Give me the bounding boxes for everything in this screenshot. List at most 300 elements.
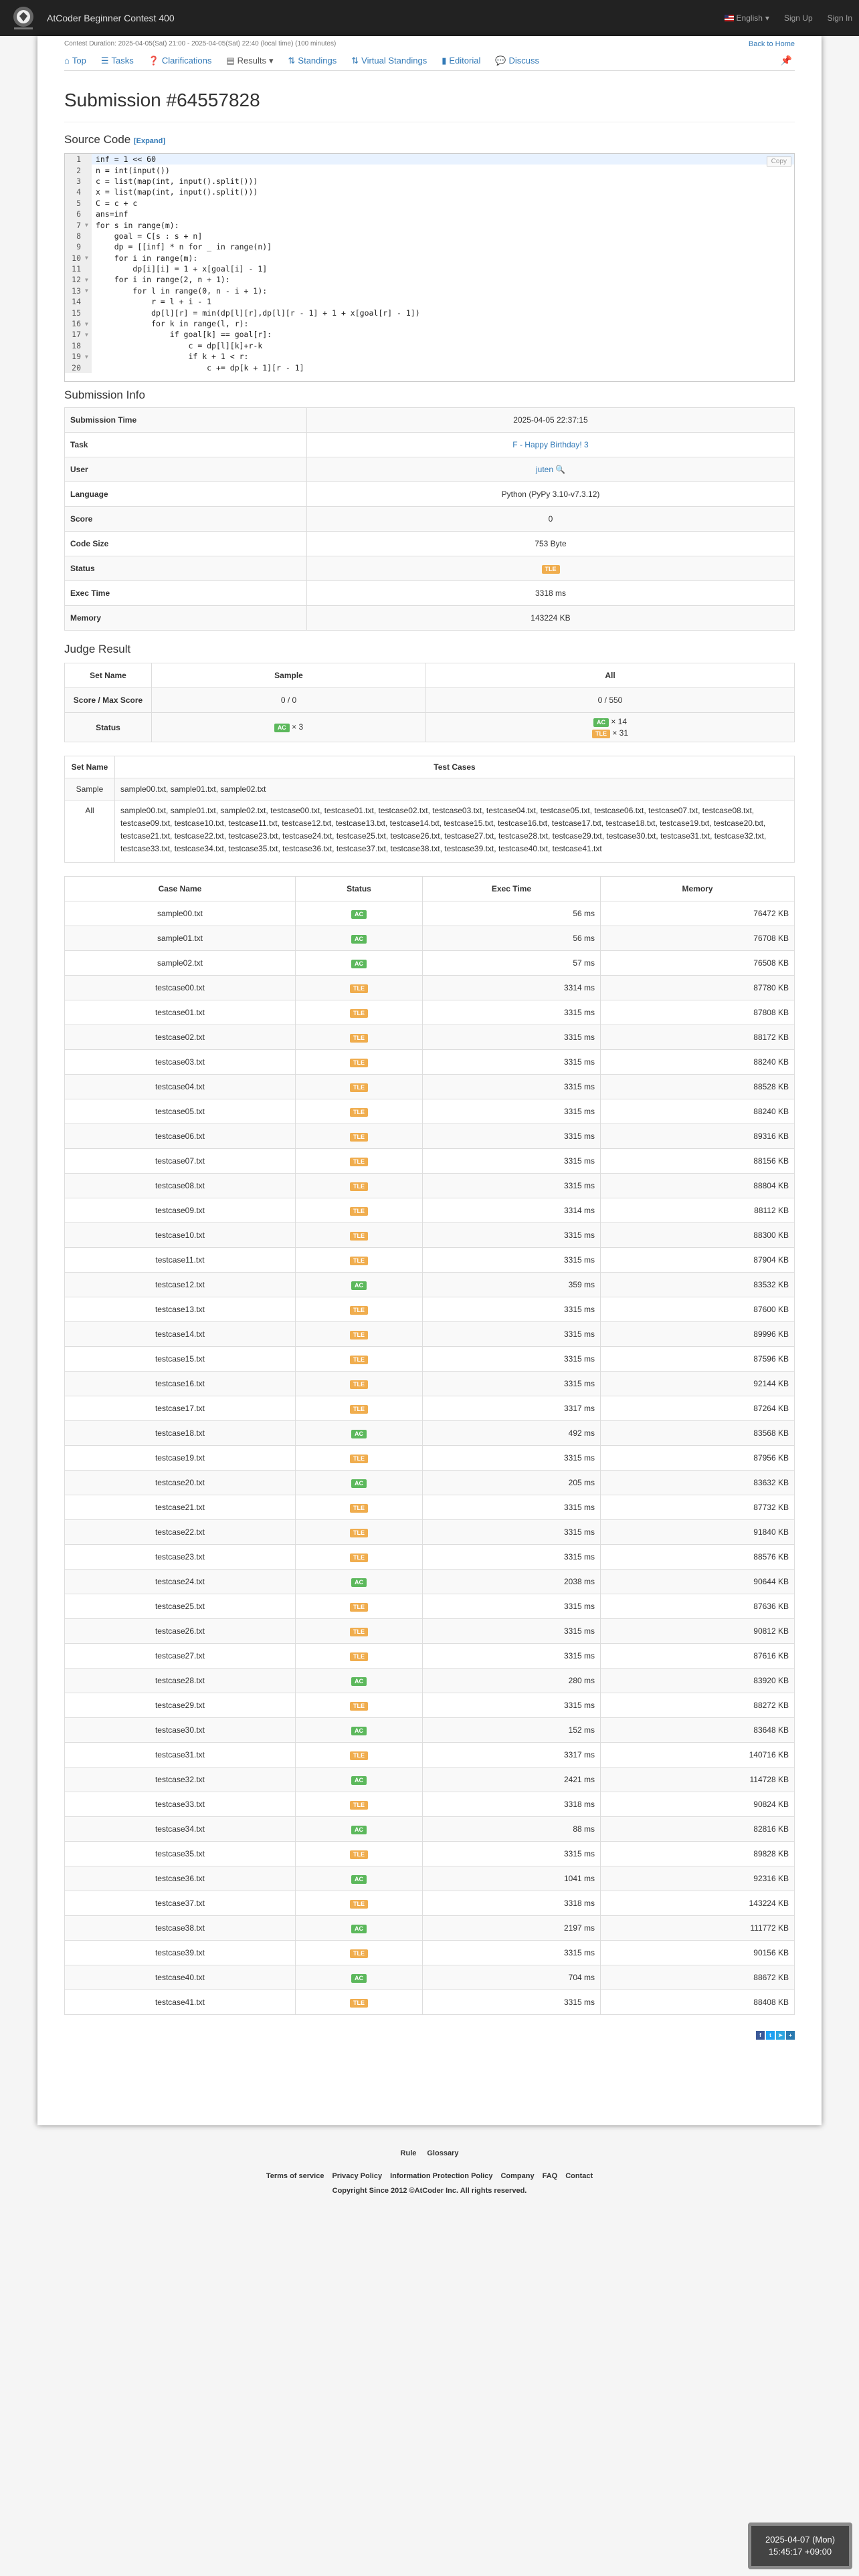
line-number: 1 bbox=[65, 154, 85, 165]
case-status bbox=[296, 1396, 423, 1421]
case-row bbox=[65, 1396, 795, 1421]
case-exec-time: 3318 ms bbox=[423, 1891, 601, 1916]
twitter-share-icon[interactable]: t bbox=[766, 2031, 775, 2040]
tle-badge: TLE bbox=[350, 1702, 368, 1711]
atcoder-logo[interactable] bbox=[0, 0, 47, 36]
case-name: testcase23.txt bbox=[65, 1545, 296, 1570]
ac-badge: AC bbox=[351, 1974, 367, 1983]
case-exec-time: 1041 ms bbox=[423, 1866, 601, 1891]
case-name: testcase12.txt bbox=[65, 1273, 296, 1297]
case-exec-time: 3315 ms bbox=[423, 1644, 601, 1669]
case-row bbox=[65, 1644, 795, 1669]
case-memory: 88408 KB bbox=[601, 1990, 795, 2015]
home-icon: ⌂ bbox=[64, 56, 70, 66]
judge-result-heading: Judge Result bbox=[64, 643, 131, 655]
case-memory: 87732 KB bbox=[601, 1495, 795, 1520]
line-number: 15 bbox=[65, 307, 85, 318]
case-memory: 88156 KB bbox=[601, 1149, 795, 1174]
tle-badge: TLE bbox=[350, 1083, 368, 1092]
code-text: if k + 1 < r: bbox=[96, 352, 249, 362]
case-exec-time: 2038 ms bbox=[423, 1570, 601, 1594]
privacy-link[interactable]: Privacy Policy bbox=[332, 2172, 383, 2180]
case-exec-time: 3314 ms bbox=[423, 976, 601, 1000]
case-status bbox=[296, 1718, 423, 1743]
share-plus-icon[interactable]: + bbox=[786, 2031, 795, 2040]
code-line bbox=[65, 329, 794, 340]
case-exec-time: 3315 ms bbox=[423, 1594, 601, 1619]
case-memory: 92144 KB bbox=[601, 1372, 795, 1396]
case-status bbox=[296, 1347, 423, 1372]
case-name: testcase10.txt bbox=[65, 1223, 296, 1248]
case-name: sample01.txt bbox=[65, 926, 296, 951]
tle-badge: TLE bbox=[350, 1356, 368, 1364]
case-row bbox=[65, 1965, 795, 1990]
gutter-spacer bbox=[85, 241, 92, 252]
contest-title-link[interactable]: AtCoder Beginner Contest 400 bbox=[47, 13, 175, 23]
glossary-link[interactable]: Glossary bbox=[427, 2149, 459, 2157]
caret-down-icon: ▾ bbox=[765, 13, 769, 23]
line-number: 5 bbox=[65, 198, 85, 209]
contest-duration: Contest Duration: 2025-04-05(Sat) 21:00 - 2025-04-05(Sat) 22:40 (local time) (100 minutes) bbox=[64, 40, 337, 47]
case-exec-time: 3315 ms bbox=[423, 1124, 601, 1149]
case-exec-time: 3315 ms bbox=[423, 1941, 601, 1965]
ac-badge: AC bbox=[351, 1430, 367, 1438]
case-memory: 83648 KB bbox=[601, 1718, 795, 1743]
case-exec-time: 205 ms bbox=[423, 1471, 601, 1495]
ac-badge: AC bbox=[593, 718, 609, 727]
case-status bbox=[296, 1075, 423, 1099]
case-exec-time: 3315 ms bbox=[423, 1842, 601, 1866]
case-status bbox=[296, 1174, 423, 1198]
case-exec-time: 3315 ms bbox=[423, 1545, 601, 1570]
info-status bbox=[307, 556, 795, 581]
case-exec-time: 3315 ms bbox=[423, 1322, 601, 1347]
case-memory: 90824 KB bbox=[601, 1792, 795, 1817]
all-score: 0 / 550 bbox=[426, 688, 795, 713]
case-memory: 140716 KB bbox=[601, 1743, 795, 1767]
ac-badge: AC bbox=[351, 1925, 367, 1933]
facebook-share-icon[interactable]: f bbox=[756, 2031, 765, 2040]
case-status bbox=[296, 1990, 423, 2015]
case-exec-time: 492 ms bbox=[423, 1421, 601, 1446]
code-text: ans=inf bbox=[96, 209, 128, 219]
case-memory: 89828 KB bbox=[601, 1842, 795, 1866]
expand-link[interactable]: [Expand] bbox=[133, 137, 166, 145]
case-name: testcase41.txt bbox=[65, 1990, 296, 2015]
info-key: Status bbox=[65, 556, 307, 581]
status-label: Status bbox=[65, 713, 152, 742]
case-name: testcase07.txt bbox=[65, 1149, 296, 1174]
tle-badge: TLE bbox=[350, 1553, 368, 1562]
case-status bbox=[296, 1965, 423, 1990]
case-name: testcase27.txt bbox=[65, 1644, 296, 1669]
case-row bbox=[65, 1891, 795, 1916]
case-name: testcase03.txt bbox=[65, 1050, 296, 1075]
case-row bbox=[65, 1099, 795, 1124]
tle-badge: TLE bbox=[350, 1529, 368, 1537]
case-memory: 87904 KB bbox=[601, 1248, 795, 1273]
case-status bbox=[296, 926, 423, 951]
info-row bbox=[65, 507, 795, 532]
tab-clarifications[interactable]: ❓ Clarifications bbox=[148, 55, 212, 66]
tle-badge: TLE bbox=[350, 984, 368, 993]
case-row bbox=[65, 1446, 795, 1471]
code-line bbox=[65, 362, 794, 372]
case-memory: 143224 KB bbox=[601, 1891, 795, 1916]
tab-editorial[interactable]: ▮ Editorial bbox=[442, 55, 481, 66]
case-name: testcase28.txt bbox=[65, 1669, 296, 1693]
gutter-spacer bbox=[85, 165, 92, 175]
case-row bbox=[65, 1347, 795, 1372]
back-to-home-link[interactable]: Back to Home bbox=[748, 40, 795, 48]
case-row bbox=[65, 1866, 795, 1891]
code-text: for l in range(0, n - i + 1): bbox=[96, 286, 268, 296]
case-memory: 88112 KB bbox=[601, 1198, 795, 1223]
gutter-spacer bbox=[85, 231, 92, 241]
code-line bbox=[65, 187, 794, 197]
case-row bbox=[65, 1545, 795, 1570]
copy-button[interactable]: Copy bbox=[767, 156, 791, 167]
case-memory: 88272 KB bbox=[601, 1693, 795, 1718]
status-header: Status bbox=[296, 877, 423, 901]
tle-badge: TLE bbox=[350, 1405, 368, 1414]
tle-badge: TLE bbox=[350, 1801, 368, 1810]
case-status bbox=[296, 1248, 423, 1273]
fold-arrow-icon[interactable]: ▼ bbox=[85, 286, 92, 296]
case-status bbox=[296, 1099, 423, 1124]
info-row bbox=[65, 482, 795, 507]
case-memory: 83632 KB bbox=[601, 1471, 795, 1495]
case-row bbox=[65, 1025, 795, 1050]
code-line bbox=[65, 296, 794, 307]
case-status bbox=[296, 1471, 423, 1495]
case-name: testcase39.txt bbox=[65, 1941, 296, 1965]
tle-badge: TLE bbox=[350, 1455, 368, 1463]
case-name: testcase09.txt bbox=[65, 1198, 296, 1223]
tle-badge: TLE bbox=[350, 1900, 368, 1909]
code-line bbox=[65, 307, 794, 318]
rule-link[interactable]: Rule bbox=[400, 2149, 417, 2157]
ac-badge: AC bbox=[351, 910, 367, 919]
tle-badge: TLE bbox=[350, 1331, 368, 1339]
info-value: 3318 ms bbox=[307, 581, 795, 606]
case-name: testcase25.txt bbox=[65, 1594, 296, 1619]
book-icon: ▮ bbox=[442, 55, 447, 66]
case-status bbox=[296, 1297, 423, 1322]
english-flag-icon bbox=[725, 15, 734, 21]
pin-icon[interactable]: 📌 bbox=[780, 55, 792, 66]
case-exec-time: 3315 ms bbox=[423, 1149, 601, 1174]
test-cases-table bbox=[64, 876, 795, 2015]
fold-arrow-icon[interactable]: ▼ bbox=[85, 318, 92, 329]
case-row bbox=[65, 951, 795, 976]
tle-badge: TLE bbox=[350, 1949, 368, 1958]
tle-badge: TLE bbox=[350, 1207, 368, 1216]
line-number: 6 bbox=[65, 209, 85, 219]
case-row bbox=[65, 1520, 795, 1545]
tab-standings[interactable]: ⇅ Standings bbox=[288, 55, 337, 66]
tab-virtual-standings[interactable]: ⇅ Virtual Standings bbox=[351, 55, 427, 66]
line-number: 7 bbox=[65, 219, 85, 230]
tle-badge: TLE bbox=[350, 1182, 368, 1191]
task-link[interactable]: F - Happy Birthday! 3 bbox=[512, 440, 589, 449]
clock-date: 2025-04-07 (Mon) bbox=[765, 2535, 836, 2545]
case-row bbox=[65, 1718, 795, 1743]
gutter-spacer bbox=[85, 176, 92, 187]
ac-badge: AC bbox=[351, 1578, 367, 1587]
fold-arrow-icon[interactable]: ▼ bbox=[85, 274, 92, 285]
case-name: testcase19.txt bbox=[65, 1446, 296, 1471]
tle-badge: TLE bbox=[350, 1034, 368, 1043]
ac-badge: AC bbox=[351, 1727, 367, 1735]
info-row bbox=[65, 556, 795, 581]
case-exec-time: 704 ms bbox=[423, 1965, 601, 1990]
case-memory: 91840 KB bbox=[601, 1520, 795, 1545]
tle-badge: TLE bbox=[350, 1628, 368, 1636]
ac-badge: AC bbox=[351, 1826, 367, 1834]
code-text: c = dp[l][k]+r-k bbox=[96, 340, 263, 350]
case-name: testcase26.txt bbox=[65, 1619, 296, 1644]
info-value: 0 bbox=[307, 507, 795, 532]
case-memory: 92316 KB bbox=[601, 1866, 795, 1891]
case-name: testcase33.txt bbox=[65, 1792, 296, 1817]
all-tle-count: × 31 bbox=[612, 728, 629, 738]
tab-results[interactable]: ▤ Results ▾ bbox=[226, 55, 274, 66]
case-row bbox=[65, 1248, 795, 1273]
gutter-spacer bbox=[85, 209, 92, 219]
case-memory: 88240 KB bbox=[601, 1099, 795, 1124]
page-title: Submission #64557828 bbox=[64, 90, 260, 110]
code-text: inf = 1 << 60 bbox=[96, 154, 157, 165]
code-text: n = int(input()) bbox=[96, 165, 170, 175]
code-text: goal = C[s : s + n] bbox=[96, 231, 203, 241]
ac-badge: AC bbox=[351, 1776, 367, 1785]
telegram-share-icon[interactable]: ➤ bbox=[776, 2031, 785, 2040]
code-text: for k in range(l, r): bbox=[96, 319, 249, 329]
case-exec-time: 3315 ms bbox=[423, 1297, 601, 1322]
case-name: testcase34.txt bbox=[65, 1817, 296, 1842]
line-number: 4 bbox=[65, 187, 85, 197]
case-memory: 111772 KB bbox=[601, 1916, 795, 1941]
line-number: 18 bbox=[65, 340, 85, 351]
code-line bbox=[65, 318, 794, 329]
case-name: testcase00.txt bbox=[65, 976, 296, 1000]
case-name: sample00.txt bbox=[65, 901, 296, 926]
case-memory: 90812 KB bbox=[601, 1619, 795, 1644]
case-name: testcase13.txt bbox=[65, 1297, 296, 1322]
case-row bbox=[65, 1174, 795, 1198]
gutter-spacer bbox=[85, 154, 92, 165]
case-name: testcase01.txt bbox=[65, 1000, 296, 1025]
case-name: testcase32.txt bbox=[65, 1767, 296, 1792]
source-code-block[interactable] bbox=[64, 153, 795, 382]
faq-link[interactable]: FAQ bbox=[542, 2172, 558, 2180]
case-exec-time: 3315 ms bbox=[423, 1619, 601, 1644]
case-status bbox=[296, 1842, 423, 1866]
list-icon: ☰ bbox=[100, 55, 109, 66]
sort-icon: ⇅ bbox=[351, 55, 359, 66]
list-alt-icon: ▤ bbox=[226, 55, 235, 66]
code-line bbox=[65, 286, 794, 296]
test-cases-header: Test Cases bbox=[115, 756, 795, 778]
case-row bbox=[65, 1693, 795, 1718]
case-status bbox=[296, 1198, 423, 1223]
tle-badge: TLE bbox=[350, 1232, 368, 1241]
case-name: testcase21.txt bbox=[65, 1495, 296, 1520]
case-row bbox=[65, 901, 795, 926]
case-status bbox=[296, 1025, 423, 1050]
copyright: Copyright Since 2012 ©AtCoder Inc. All rights reserved. bbox=[332, 2187, 527, 2195]
case-name: testcase17.txt bbox=[65, 1396, 296, 1421]
case-name: testcase35.txt bbox=[65, 1842, 296, 1866]
case-name: testcase29.txt bbox=[65, 1693, 296, 1718]
case-row bbox=[65, 1941, 795, 1965]
info-key: Code Size bbox=[65, 532, 307, 556]
line-number: 12 bbox=[65, 274, 85, 285]
case-row bbox=[65, 1223, 795, 1248]
code-line bbox=[65, 241, 794, 252]
case-exec-time: 3315 ms bbox=[423, 1347, 601, 1372]
case-memory: 82816 KB bbox=[601, 1817, 795, 1842]
all-status bbox=[426, 713, 795, 742]
case-memory: 89316 KB bbox=[601, 1124, 795, 1149]
code-text: for i in range(m): bbox=[96, 253, 198, 263]
case-memory: 76508 KB bbox=[601, 951, 795, 976]
search-icon[interactable]: 🔍 bbox=[555, 465, 565, 474]
sample-header: Sample bbox=[152, 663, 426, 688]
gutter-spacer bbox=[85, 296, 92, 307]
sort-icon: ⇅ bbox=[288, 55, 296, 66]
case-memory: 114728 KB bbox=[601, 1767, 795, 1792]
info-protection-link[interactable]: Information Protection Policy bbox=[390, 2172, 493, 2180]
source-code-heading: Source Code [Expand] bbox=[64, 133, 166, 146]
case-exec-time: 2197 ms bbox=[423, 1916, 601, 1941]
case-name: testcase15.txt bbox=[65, 1347, 296, 1372]
case-row bbox=[65, 1570, 795, 1594]
case-exec-time: 3315 ms bbox=[423, 1050, 601, 1075]
sign-up-link[interactable]: Sign Up bbox=[783, 13, 813, 23]
case-exec-time: 56 ms bbox=[423, 926, 601, 951]
info-key: Submission Time bbox=[65, 408, 307, 433]
case-exec-time: 3314 ms bbox=[423, 1198, 601, 1223]
case-memory: 88576 KB bbox=[601, 1545, 795, 1570]
case-row bbox=[65, 1297, 795, 1322]
info-key: User bbox=[65, 457, 307, 482]
case-status bbox=[296, 1619, 423, 1644]
case-exec-time: 3315 ms bbox=[423, 1372, 601, 1396]
ac-badge: AC bbox=[351, 1677, 367, 1686]
case-status bbox=[296, 901, 423, 926]
case-name: testcase20.txt bbox=[65, 1471, 296, 1495]
code-text: C = c + c bbox=[96, 198, 138, 208]
code-text: x = list(map(int, input().split())) bbox=[96, 187, 258, 197]
case-memory: 83532 KB bbox=[601, 1273, 795, 1297]
case-row bbox=[65, 926, 795, 951]
line-number: 3 bbox=[65, 176, 85, 187]
fold-arrow-icon[interactable]: ▼ bbox=[85, 253, 92, 263]
case-status bbox=[296, 1372, 423, 1396]
case-name: testcase16.txt bbox=[65, 1372, 296, 1396]
case-row bbox=[65, 1198, 795, 1223]
code-text: for i in range(2, n + 1): bbox=[96, 275, 230, 285]
code-line bbox=[65, 176, 794, 187]
code-text: dp[i][i] = 1 + x[goal[i] - 1] bbox=[96, 264, 268, 274]
code-line bbox=[65, 231, 794, 241]
case-name: testcase40.txt bbox=[65, 1965, 296, 1990]
tle-badge: TLE bbox=[350, 1751, 368, 1760]
contact-link[interactable]: Contact bbox=[565, 2172, 593, 2180]
tle-badge: TLE bbox=[350, 1603, 368, 1612]
case-exec-time: 280 ms bbox=[423, 1669, 601, 1693]
all-set-cases: sample00.txt, sample01.txt, sample02.txt, testcase00.txt, testcase01.txt, testcase02.txt, testcase03.txt, testcase04.txt, testcase05.txt, testcase06.txt, testcase07.txt, testcase08.txt, testcase09.txt, testcase10.txt, testcase11.txt, testcase12.txt, testcase13.txt, testcase14.txt, testcase15.txt, testcase16.txt, testcase17.txt, testcase18.txt, testcase19.txt, testcase20.txt, testcase21.txt, testcase22.txt, testcase23.txt, testcase24.txt, testcase25.txt, testcase26.txt, testcase27.txt, testcase28.txt, testcase29.txt, testcase30.txt, testcase31.txt, testcase32.txt, testcase33.txt, testcase34.txt, testcase35.txt, testcase36.txt, testcase37.txt, testcase38.txt, testcase39.txt, testcase40.txt, testcase41.txt bbox=[115, 800, 795, 863]
tab-discuss[interactable]: 💬 Discuss bbox=[495, 55, 540, 66]
case-status bbox=[296, 1570, 423, 1594]
ac-badge: AC bbox=[351, 1479, 367, 1488]
case-memory: 90644 KB bbox=[601, 1570, 795, 1594]
tle-badge: TLE bbox=[350, 1652, 368, 1661]
case-exec-time: 3317 ms bbox=[423, 1396, 601, 1421]
terms-link[interactable]: Terms of service bbox=[266, 2172, 324, 2180]
case-status bbox=[296, 1743, 423, 1767]
case-name: testcase24.txt bbox=[65, 1570, 296, 1594]
main-container bbox=[37, 36, 822, 2125]
case-exec-time: 3315 ms bbox=[423, 1990, 601, 2015]
tab-top[interactable]: ⌂ Top bbox=[64, 56, 86, 66]
case-row bbox=[65, 1273, 795, 1297]
case-row bbox=[65, 1916, 795, 1941]
case-memory: 88172 KB bbox=[601, 1025, 795, 1050]
tab-tasks[interactable]: ☰ Tasks bbox=[100, 55, 134, 66]
info-key: Score bbox=[65, 507, 307, 532]
code-line bbox=[65, 209, 794, 219]
case-status bbox=[296, 1693, 423, 1718]
fold-arrow-icon[interactable]: ▼ bbox=[85, 219, 92, 230]
all-header: All bbox=[426, 663, 795, 688]
line-number: 17 bbox=[65, 329, 85, 340]
case-exec-time: 3315 ms bbox=[423, 1000, 601, 1025]
case-status bbox=[296, 1916, 423, 1941]
submission-info-table bbox=[64, 407, 795, 631]
gutter-spacer bbox=[85, 340, 92, 351]
line-number: 10 bbox=[65, 253, 85, 263]
case-status bbox=[296, 1495, 423, 1520]
company-link[interactable]: Company bbox=[500, 2172, 535, 2180]
user-link[interactable]: juten bbox=[536, 465, 554, 474]
info-key: Memory bbox=[65, 606, 307, 631]
case-status bbox=[296, 1050, 423, 1075]
info-key: Task bbox=[65, 433, 307, 457]
case-exec-time: 3315 ms bbox=[423, 1693, 601, 1718]
language-dropdown[interactable] bbox=[725, 13, 769, 23]
fold-arrow-icon[interactable]: ▼ bbox=[85, 329, 92, 340]
case-name: testcase18.txt bbox=[65, 1421, 296, 1446]
case-name: testcase38.txt bbox=[65, 1916, 296, 1941]
case-row bbox=[65, 1000, 795, 1025]
code-text: for s in range(m): bbox=[96, 220, 179, 230]
line-number: 14 bbox=[65, 296, 85, 307]
case-memory: 87600 KB bbox=[601, 1297, 795, 1322]
ac-badge: AC bbox=[274, 724, 290, 732]
info-value: 2025-04-05 22:37:15 bbox=[307, 408, 795, 433]
sign-in-link[interactable]: Sign In bbox=[827, 13, 852, 23]
tle-badge: TLE bbox=[350, 1108, 368, 1117]
info-value: Python (PyPy 3.10-v7.3.12) bbox=[307, 482, 795, 507]
fold-arrow-icon[interactable]: ▼ bbox=[85, 351, 92, 362]
case-exec-time: 57 ms bbox=[423, 951, 601, 976]
case-status bbox=[296, 1644, 423, 1669]
case-exec-time: 3315 ms bbox=[423, 1520, 601, 1545]
case-memory: 89996 KB bbox=[601, 1322, 795, 1347]
